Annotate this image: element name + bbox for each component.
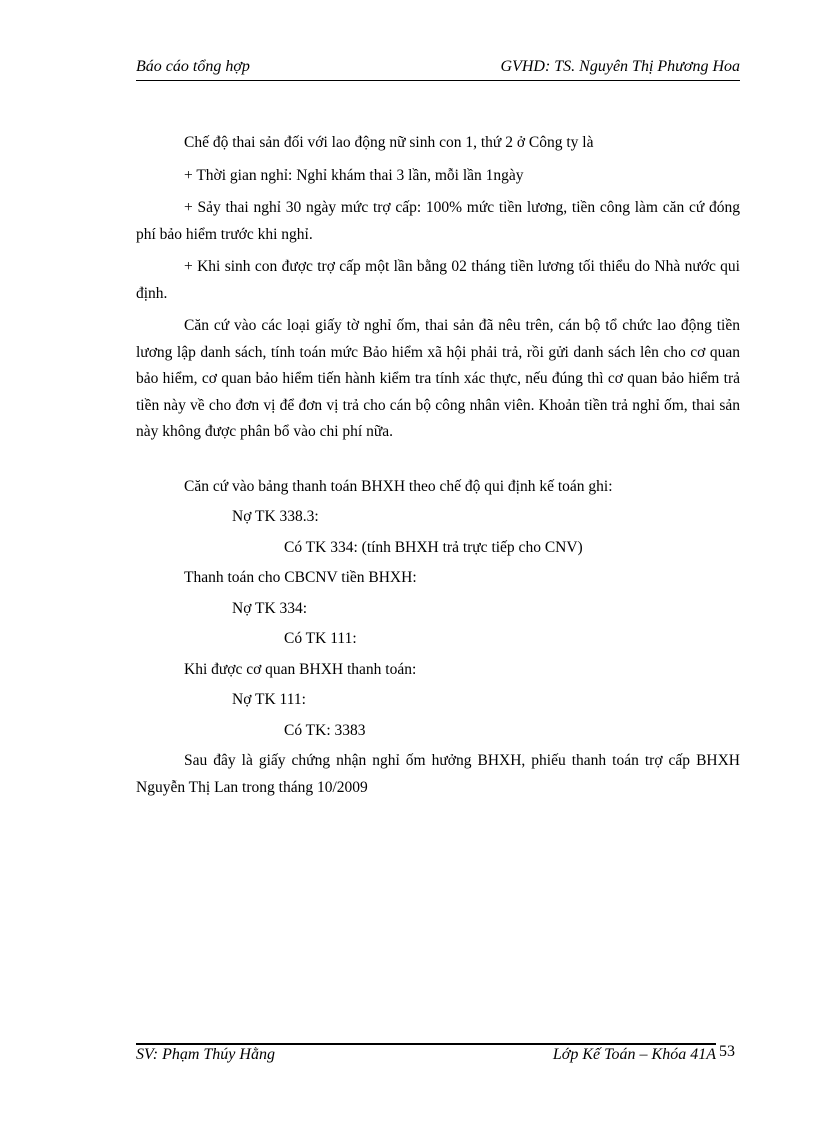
footer-student: SV: Phạm Thúy Hằng [136, 1046, 275, 1063]
page-number: 53 [719, 1043, 735, 1060]
paragraph-maternity-intro: Chế độ thai sản đối với lao động nữ sinh con 1, thứ 2 ở Công ty là [184, 134, 594, 151]
header-divider [136, 80, 740, 81]
paragraph-accounting-basis: Căn cứ vào bảng thanh toán BHXH theo chế độ qui định kế toán ghi: [184, 477, 613, 495]
document-body [136, 130, 740, 807]
page-header [136, 58, 740, 80]
entry-1-debit: Nợ TK 338.3: [232, 508, 319, 525]
entry-2-debit: Nợ TK 334: [232, 599, 308, 617]
footer-class: Lớp Kế Toán – Khóa 41A [552, 1046, 716, 1063]
paragraph-childbirth: + Khi sinh con được trợ cấp một lần bằng 02 tháng tiền lương tối thiểu do Nhà nước qui định. [136, 258, 740, 302]
footer-divider [136, 1043, 716, 1045]
entry-3-credit: Có TK: 3383 [284, 721, 366, 739]
paragraph-procedure: Căn cứ vào các loại giấy tờ nghỉ ốm, thai sản đã nêu trên, cán bộ tổ chức lao động tiền lương lập danh sách, tính toán mức Bảo hiểm xã hội phải trả, rồi gửi danh sách lên cho cơ quan bảo hiểm, cơ quan bảo hiểm tiến hành kiểm tra tính xác thực, nếu đúng thì cơ quan bảo hiểm trả tiền này về cho đơn vị để đơn vị trả cho cán bộ công nhân viên. Khoản tiền trả nghỉ ốm, thai sản này không được phân bổ vào chi phí nữa. [136, 317, 740, 440]
entry-2-credit: Có TK 111: [284, 630, 357, 647]
paragraph-leave-time: + Thời gian nghỉ: Nghỉ khám thai 3 lần, mỗi lần 1ngày [184, 166, 524, 184]
entry-1-credit: Có TK 334: (tính BHXH trả trực tiếp cho CNV) [284, 538, 583, 556]
page-footer [136, 1046, 716, 1068]
entry-3-debit: Nợ TK 111: [232, 691, 306, 708]
header-report-title: Báo cáo tổng hợp [136, 58, 250, 75]
paragraph-miscarriage: + Sảy thai nghỉ 30 ngày mức trợ cấp: 100% mức tiền lương, tiền công làm căn cứ đóng phí bảo hiểm trước khi nghỉ. [136, 199, 740, 243]
paragraph-following: Sau đây là giấy chứng nhận nghỉ ốm hưởng BHXH, phiếu thanh toán trợ cấp BHXH Nguyễn Thị Lan trong tháng 10/2009 [136, 752, 740, 796]
spacer [136, 452, 740, 474]
paragraph-payment: Thanh toán cho CBCNV tiền BHXH: [184, 569, 417, 586]
paragraph-received: Khi được cơ quan BHXH thanh toán: [184, 660, 417, 678]
header-supervisor: GVHD: TS. Nguyên Thị Phương Hoa [500, 58, 740, 75]
